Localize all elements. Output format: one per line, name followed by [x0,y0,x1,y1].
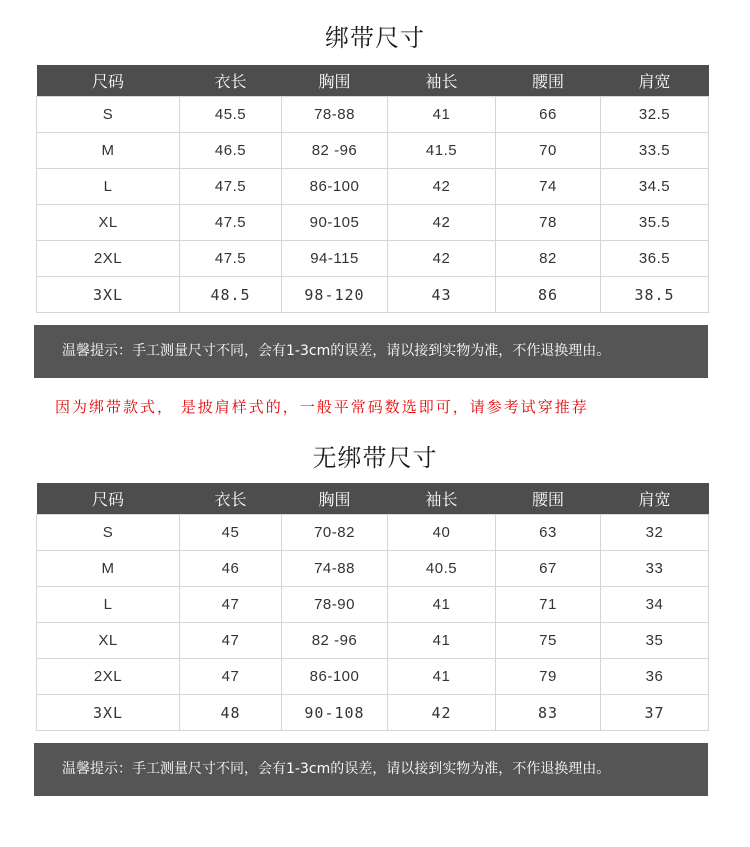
cell-sleeve: 42 [388,205,496,241]
cell-sleeve: 43 [388,277,496,313]
table-row [37,241,709,277]
cell-sleeve: 41 [388,659,496,695]
cell-shoulder: 34.5 [601,169,709,205]
cell-bust: 86-100 [282,169,388,205]
cell-length: 47.5 [180,205,282,241]
header-waist: 腰围 [496,483,601,515]
cell-shoulder: 36.5 [601,241,709,277]
header-length: 衣长 [180,65,282,97]
cell-length: 47 [180,623,282,659]
table-row [37,659,709,695]
cell-size: M [37,133,180,169]
cell-size: 2XL [37,659,180,695]
cell-shoulder: 32.5 [601,97,709,133]
cell-bust: 78-90 [282,587,388,623]
table-row [37,551,709,587]
strap-size-table [36,65,709,313]
cell-waist: 66 [496,97,601,133]
header-sleeve: 袖长 [388,65,496,97]
cell-sleeve: 42 [388,169,496,205]
header-shoulder: 肩宽 [601,483,709,515]
cell-sleeve: 40.5 [388,551,496,587]
cell-waist: 63 [496,515,601,551]
table-row [37,97,709,133]
cell-shoulder: 38.5 [601,277,709,313]
cell-sleeve: 41 [388,97,496,133]
cell-bust: 82 -96 [282,623,388,659]
no-strap-measurement-notice: 温馨提示：手工测量尺寸不同，会有1-3cm的误差，请以接到实物为准，不作退换理由。 [34,743,708,796]
cell-bust: 90-108 [282,695,388,731]
table-row [37,587,709,623]
cell-size: L [37,169,180,205]
header-sleeve: 袖长 [388,483,496,515]
cell-waist: 75 [496,623,601,659]
cell-size: 3XL [37,695,180,731]
cell-size: S [37,97,180,133]
cell-waist: 71 [496,587,601,623]
cell-bust: 74-88 [282,551,388,587]
cell-sleeve: 42 [388,241,496,277]
cell-shoulder: 35 [601,623,709,659]
cell-sleeve: 41 [388,623,496,659]
table-row [37,205,709,241]
cell-length: 46 [180,551,282,587]
cell-length: 48.5 [180,277,282,313]
cell-length: 47 [180,587,282,623]
cell-waist: 83 [496,695,601,731]
cell-sleeve: 41 [388,587,496,623]
strap-style-note: 因为绑带款式， 是披肩样式的，一般平常码数选即可，请参考试穿推荐 [55,398,589,416]
strap-size-title: 绑带尺寸 [325,24,425,52]
no-strap-size-table [36,483,709,731]
table-row [37,169,709,205]
strap-measurement-notice: 温馨提示：手工测量尺寸不同，会有1-3cm的误差，请以接到实物为准，不作退换理由。 [34,325,708,378]
cell-bust: 82 -96 [282,133,388,169]
cell-waist: 79 [496,659,601,695]
cell-shoulder: 33.5 [601,133,709,169]
cell-sleeve: 42 [388,695,496,731]
cell-bust: 90-105 [282,205,388,241]
cell-size: XL [37,205,180,241]
table-header-row [37,65,709,97]
header-bust: 胸围 [282,483,388,515]
cell-length: 47.5 [180,169,282,205]
cell-length: 46.5 [180,133,282,169]
header-bust: 胸围 [282,65,388,97]
cell-waist: 67 [496,551,601,587]
cell-length: 47 [180,659,282,695]
cell-waist: 70 [496,133,601,169]
cell-size: 3XL [37,277,180,313]
cell-length: 45 [180,515,282,551]
cell-shoulder: 36 [601,659,709,695]
table-row [37,277,709,313]
cell-shoulder: 34 [601,587,709,623]
cell-bust: 86-100 [282,659,388,695]
table-row [37,623,709,659]
table-row [37,515,709,551]
header-length: 衣长 [180,483,282,515]
cell-bust: 94-115 [282,241,388,277]
no-strap-size-title: 无绑带尺寸 [312,444,438,472]
cell-length: 47.5 [180,241,282,277]
table-row [37,695,709,731]
cell-shoulder: 33 [601,551,709,587]
cell-bust: 70-82 [282,515,388,551]
cell-waist: 78 [496,205,601,241]
cell-length: 48 [180,695,282,731]
cell-length: 45.5 [180,97,282,133]
cell-size: S [37,515,180,551]
cell-size: 2XL [37,241,180,277]
header-waist: 腰围 [496,65,601,97]
cell-shoulder: 35.5 [601,205,709,241]
header-shoulder: 肩宽 [601,65,709,97]
cell-waist: 82 [496,241,601,277]
cell-sleeve: 41.5 [388,133,496,169]
cell-size: M [37,551,180,587]
cell-shoulder: 32 [601,515,709,551]
table-row [37,133,709,169]
table-header-row [37,483,709,515]
cell-bust: 98-120 [282,277,388,313]
cell-sleeve: 40 [388,515,496,551]
header-size: 尺码 [37,483,180,515]
header-size: 尺码 [37,65,180,97]
cell-waist: 74 [496,169,601,205]
cell-size: XL [37,623,180,659]
cell-size: L [37,587,180,623]
cell-shoulder: 37 [601,695,709,731]
cell-waist: 86 [496,277,601,313]
cell-bust: 78-88 [282,97,388,133]
